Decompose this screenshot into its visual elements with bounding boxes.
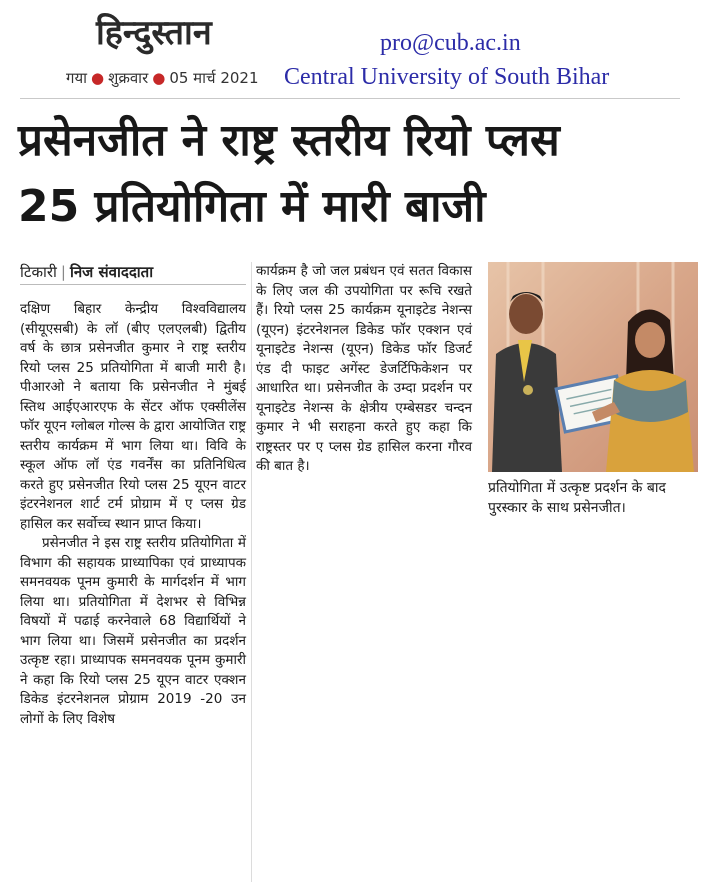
- headline-line-1: प्रसेनजीत ने राष्ट्र स्तरीय रियो प्लस: [18, 115, 560, 166]
- dateline: [66, 68, 259, 88]
- byline-divider: [20, 284, 246, 285]
- headline-line-2: 25 प्रतियोगिता में मारी बाजी: [18, 181, 486, 232]
- article-paragraph-1: दक्षिण बिहार केन्द्रीय विश्वविद्यालय (सीयूएसबी) के लॉ (बीए एलएलबी) द्वितीय वर्ष के छात्र प्रसेनजीत कुमार ने राष्ट्र स्तरीय रियो प्लस 25 प्रतियोगिता में बाजी मारी है। पीआरओ ने बताया कि प्रसेनजीत ने मुंबई स्तिथ आईएआरएफ के सेंटर ऑफ एक्सीलेंस फॉर यूएन ग्लोबल गोल्स के द्वारा आयोजित राष्ट्र स्तरीय कार्यक्रम में भाग लिया था। विवि के स्कूल ऑफ लॉ एंड गवर्नेंस का प्रतिनिधित्व करते हुए प्रसेनजीत रियो प्लस 25 यूएन वाटर इंटरनेशनल शार्ट टर्म प्रोग्राम में ए प्लस ग्रेड हासिल कर सर्वोच्च स्थान प्राप्त किया।: [20, 301, 246, 532]
- photo-caption: प्रतियोगिता में उत्कृष्ट प्रदर्शन के बाद पुरस्कार के साथ प्रसेनजीत।: [488, 480, 666, 516]
- article-column-2: [256, 262, 472, 477]
- byline: [20, 262, 153, 282]
- contact-email: pro@cub.ac.in: [380, 30, 521, 56]
- award-photo: [488, 262, 698, 472]
- bullet-icon: ●: [91, 69, 105, 87]
- column-divider: [251, 262, 252, 882]
- dateline-day: शुक्रवार: [108, 69, 149, 87]
- dateline-date: 05 मार्च 2021: [169, 69, 259, 87]
- header-divider: [20, 98, 680, 99]
- newspaper-masthead: हिन्दुस्तान: [96, 13, 212, 53]
- article-paragraph-2: प्रसेनजीत ने इस राष्ट्र स्तरीय प्रतियोगिता में विभाग की सहायक प्राध्यापिका एवं प्राध्यापक समनवयक पूनम कुमारी के मार्गदर्शन में भाग लिया था। प्रतियोगिता में देशभर से विभिन्न विषयों में पढाई करनेवाले 68 विद्यार्थियों ने भाग लिया था। जिसमें प्रसेनजीत का प्रदर्शन उत्कृष्ट रहा। प्राध्यापक समनवयक पूनम कुमारी ने कहा कि रियो प्लस 25 यूएन वाटर एक्शन डिकेड इंटरनेशनल प्रोग्राम 2019 -20 उन लोगों के लिए विशेष: [20, 535, 246, 727]
- article-headline: [18, 108, 688, 240]
- university-name: Central University of South Bihar: [284, 64, 610, 90]
- byline-author: निज संवाददाता: [69, 263, 154, 281]
- bullet-icon: ●: [152, 69, 166, 87]
- dateline-city: गया: [66, 69, 88, 87]
- article-paragraph-3: कार्यक्रम है जो जल प्रबंधन एवं सतत विकास के लिए जल की उपयोगिता पर रूचि रखते हैं। रियो प्लस 25 कार्यक्रम यूनाइटेड नेशन्स (यूएन) इंटरनेशनल डिकेड फॉर एक्शन एवं यूनाइटेड नेशन्स (यूएन) डिकेड फॉर डिजर्ट एंड दी फाइट अगेंस्ट डेजर्टिफिकेशन पर आधारित था। प्रसेनजीत के उम्दा प्रदर्शन पर यूनाइटेड नेशन्स के क्षेत्रीय एम्बेसडर चन्दन कुमार ने भी सराहना करते हुए कहा कि राष्ट्रस्तर पर ए प्लस ग्रेड हासिल करना गौरव की बात है।: [256, 263, 472, 474]
- byline-place: टिकारी: [20, 263, 57, 281]
- byline-separator: |: [60, 263, 66, 281]
- article-column-1: [20, 300, 246, 729]
- award-photo-image: [488, 262, 698, 472]
